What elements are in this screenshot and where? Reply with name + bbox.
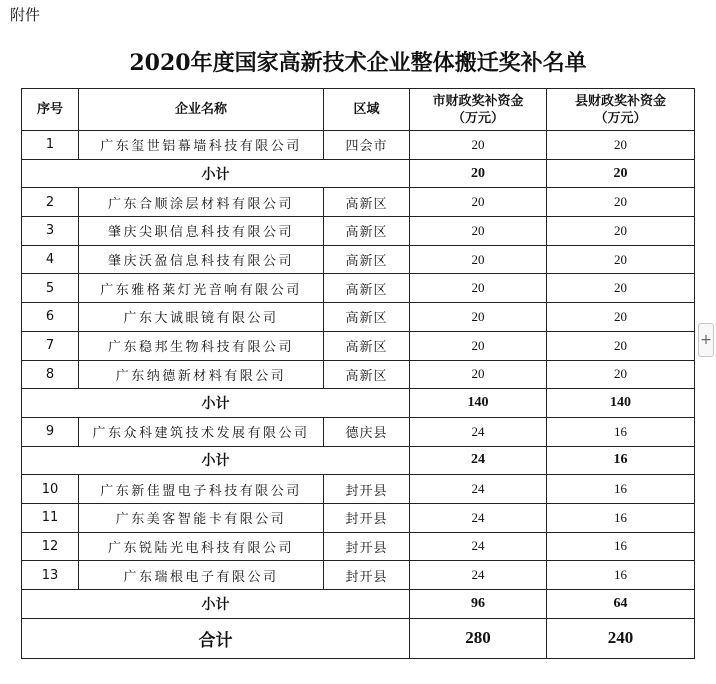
subtotal-label: 小计 <box>22 446 410 475</box>
subtotal-row <box>22 389 695 418</box>
cell-seq: 6 <box>22 303 79 332</box>
cell-seq: 12 <box>22 532 79 561</box>
total-county-fund: 240 <box>547 618 695 658</box>
cell-county-fund: 20 <box>547 360 695 389</box>
cell-seq: 3 <box>22 217 79 246</box>
plus-icon[interactable]: + <box>700 332 712 348</box>
cell-city-fund: 20 <box>410 303 547 332</box>
cell-region: 封开县 <box>324 532 410 561</box>
table-row <box>22 131 695 160</box>
cell-region: 封开县 <box>324 561 410 590</box>
cell-region: 高新区 <box>324 217 410 246</box>
cell-company: 广东纳德新材料有限公司 <box>79 360 324 389</box>
header-county-fund-line1: 县财政奖补资金 <box>574 93 666 109</box>
cell-city-fund: 20 <box>410 274 547 303</box>
cell-county-fund: 20 <box>547 188 695 217</box>
table-row <box>22 188 695 217</box>
cell-county-fund: 16 <box>547 475 695 504</box>
cell-city-fund: 20 <box>410 245 547 274</box>
cell-city-fund: 24 <box>410 561 547 590</box>
cell-city-fund: 24 <box>410 532 547 561</box>
cell-county-fund: 20 <box>547 217 695 246</box>
table-row <box>22 532 695 561</box>
subtotal-label: 小计 <box>22 590 410 619</box>
header-city-fund-line2: （万元） <box>451 110 504 126</box>
cell-county-fund: 16 <box>547 532 695 561</box>
cell-company: 广东瑞根电子有限公司 <box>79 561 324 590</box>
header-city-fund <box>410 89 547 131</box>
subtotal-city-fund: 96 <box>410 590 547 619</box>
cell-seq: 8 <box>22 360 79 389</box>
table-row <box>22 417 695 446</box>
subtotal-row <box>22 159 695 188</box>
table-row <box>22 274 695 303</box>
cell-region: 高新区 <box>324 360 410 389</box>
cell-seq: 1 <box>22 131 79 160</box>
cell-company: 广东稳邦生物科技有限公司 <box>79 331 324 360</box>
total-row <box>22 618 695 658</box>
cell-seq: 13 <box>22 561 79 590</box>
cell-city-fund: 20 <box>410 188 547 217</box>
cell-company: 广东大诚眼镜有限公司 <box>79 303 324 332</box>
header-seq: 序号 <box>22 89 79 131</box>
subtotal-label: 小计 <box>22 389 410 418</box>
table-body <box>22 131 695 659</box>
subtotal-county-fund: 16 <box>547 446 695 475</box>
cell-company: 广东美客智能卡有限公司 <box>79 503 324 532</box>
award-table <box>21 88 695 659</box>
cell-city-fund: 20 <box>410 131 547 160</box>
cell-region: 高新区 <box>324 303 410 332</box>
cell-county-fund: 20 <box>547 303 695 332</box>
table-row <box>22 561 695 590</box>
cell-city-fund: 24 <box>410 503 547 532</box>
total-label: 合计 <box>22 618 410 658</box>
cell-county-fund: 16 <box>547 417 695 446</box>
cell-region: 高新区 <box>324 331 410 360</box>
cell-company: 广东玺世铝幕墙科技有限公司 <box>79 131 324 160</box>
cell-region: 封开县 <box>324 475 410 504</box>
cell-region: 高新区 <box>324 245 410 274</box>
subtotal-row <box>22 590 695 619</box>
subtotal-city-fund: 140 <box>410 389 547 418</box>
cell-company: 广东合顺涂层材料有限公司 <box>79 188 324 217</box>
cell-seq: 10 <box>22 475 79 504</box>
cell-county-fund: 20 <box>547 245 695 274</box>
table-row <box>22 217 695 246</box>
total-city-fund: 280 <box>410 618 547 658</box>
cell-region: 德庆县 <box>324 417 410 446</box>
header-city-fund-line1: 市财政奖补资金 <box>432 93 524 109</box>
cell-company: 广东众科建筑技术发展有限公司 <box>79 417 324 446</box>
cell-company: 广东锐陆光电科技有限公司 <box>79 532 324 561</box>
cell-city-fund: 20 <box>410 217 547 246</box>
cell-city-fund: 20 <box>410 360 547 389</box>
cell-city-fund: 24 <box>410 475 547 504</box>
cell-county-fund: 16 <box>547 503 695 532</box>
cell-region: 四会市 <box>324 131 410 160</box>
add-row-button[interactable] <box>698 323 714 357</box>
cell-city-fund: 24 <box>410 417 547 446</box>
cell-company: 肇庆尖职信息科技有限公司 <box>79 217 324 246</box>
attachment-label: 附件 <box>10 6 41 24</box>
table-row <box>22 475 695 504</box>
cell-county-fund: 20 <box>547 274 695 303</box>
cell-seq: 2 <box>22 188 79 217</box>
cell-company: 广东新佳盟电子科技有限公司 <box>79 475 324 504</box>
header-region: 区域 <box>324 89 410 131</box>
cell-region: 封开县 <box>324 503 410 532</box>
cell-county-fund: 20 <box>547 131 695 160</box>
cell-company: 广东雅格莱灯光音响有限公司 <box>79 274 324 303</box>
subtotal-label: 小计 <box>22 159 410 188</box>
table-row <box>22 303 695 332</box>
subtotal-county-fund: 140 <box>547 389 695 418</box>
table-row <box>22 245 695 274</box>
cell-county-fund: 20 <box>547 331 695 360</box>
subtotal-county-fund: 64 <box>547 590 695 619</box>
table-row <box>22 331 695 360</box>
cell-region: 高新区 <box>324 188 410 217</box>
cell-county-fund: 16 <box>547 561 695 590</box>
header-company: 企业名称 <box>79 89 324 131</box>
header-county-fund-line2: （万元） <box>594 110 647 126</box>
cell-city-fund: 20 <box>410 331 547 360</box>
cell-seq: 4 <box>22 245 79 274</box>
document-title: 2020年度国家高新技术企业整体搬迁奖补名单 <box>129 50 587 76</box>
cell-seq: 7 <box>22 331 79 360</box>
table-header-row <box>22 89 695 131</box>
subtotal-county-fund: 20 <box>547 159 695 188</box>
table-row <box>22 503 695 532</box>
cell-seq: 5 <box>22 274 79 303</box>
cell-seq: 11 <box>22 503 79 532</box>
cell-company: 肇庆沃盈信息科技有限公司 <box>79 245 324 274</box>
subtotal-city-fund: 20 <box>410 159 547 188</box>
cell-region: 高新区 <box>324 274 410 303</box>
subtotal-city-fund: 24 <box>410 446 547 475</box>
subtotal-row <box>22 446 695 475</box>
table-row <box>22 360 695 389</box>
header-county-fund <box>547 89 695 131</box>
cell-seq: 9 <box>22 417 79 446</box>
